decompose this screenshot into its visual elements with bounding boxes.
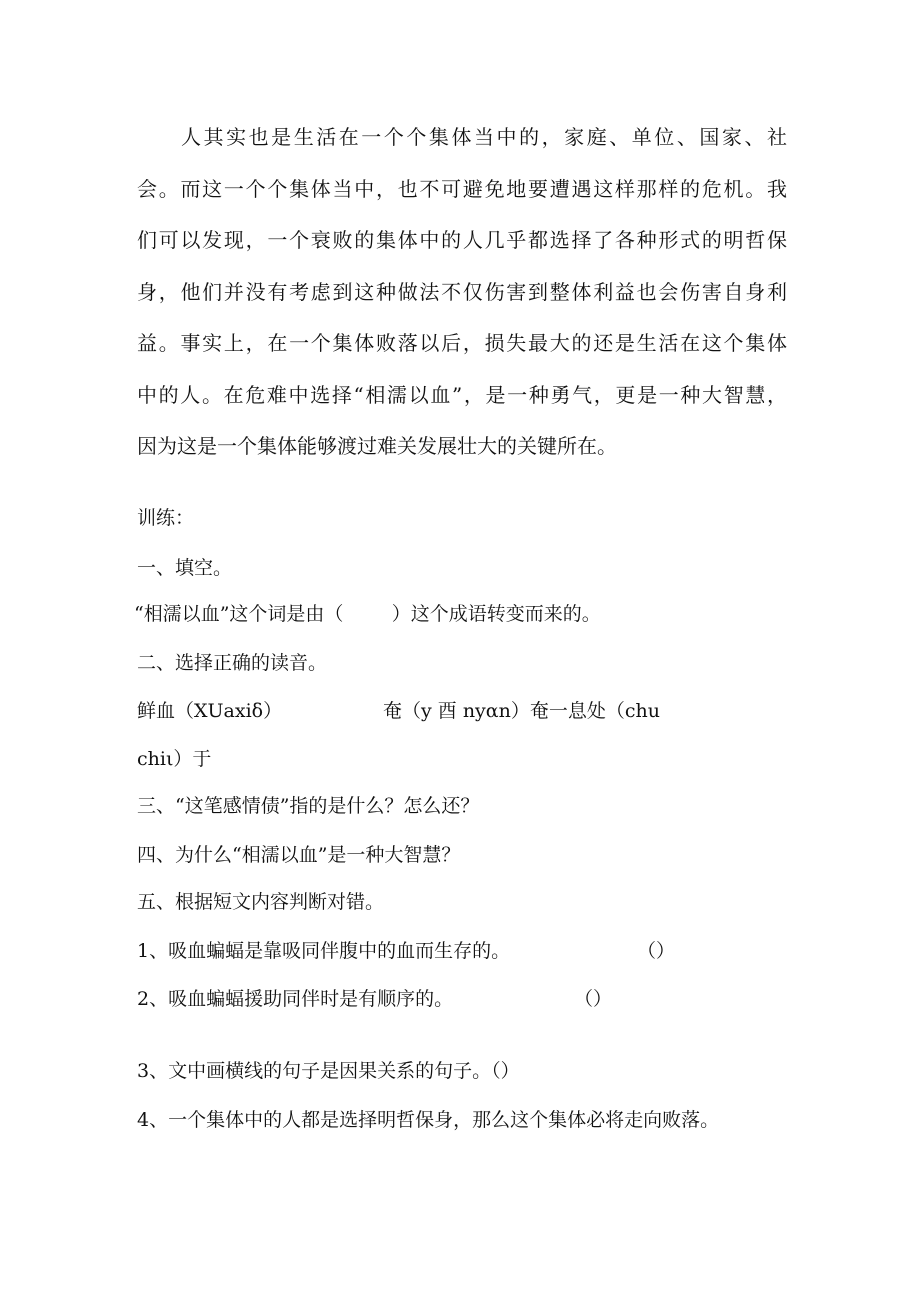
judge-item-4: 4、一个集体中的人都是选择明哲保身，那么这个集体必将走向败落。 <box>137 1109 720 1131</box>
judge-item-2: 2、吸血蝙蝠援助同伴时是有顺序的。 <box>137 988 454 1010</box>
judge-item-1-paren: （） <box>637 940 676 962</box>
question-2-option-b: 奄（y 酉 nyαn）奄一息处（chu <box>383 700 660 722</box>
paragraph-line: 身，他们并没有考虑到这种做法不仅伤害到整体利益也会伤害自身利 <box>137 279 787 304</box>
article-paragraph <box>137 112 787 473</box>
paragraph-line: 会。而这一个个集体当中，也不可避免地要遭遇这样那样的危机。我 <box>137 176 787 201</box>
paragraph-line: 人其实也是生活在一个个集体当中的，家庭、单位、国家、社 <box>181 125 787 149</box>
judge-item-1: 1、吸血蝙蝠是靠吸同伴腹中的血而生存的。 <box>137 940 511 962</box>
question-1-text: “相濡以血”这个词是由（ ）这个成语转变而来的。 <box>134 603 601 625</box>
question-2-option-b-cont: chiι）于 <box>137 748 212 770</box>
judge-item-3: 3、文中画横线的句子是因果关系的句子。（） <box>137 1060 520 1082</box>
paragraph-line: 因为这是一个集体能够渡过难关发展壮大的关键所在。 <box>137 434 617 458</box>
paragraph-line: 益。事实上，在一个集体败落以后，损失最大的还是生活在这个集体 <box>137 331 787 355</box>
paragraph-line: 中的人。在危难中选择“相濡以血”，是一种勇气，更是一种大智慧， <box>137 382 787 407</box>
question-5-title: 五、根据短文内容判断对错。 <box>137 891 385 913</box>
question-4: 四、为什么“相濡以血”是一种大智慧？ <box>137 844 461 866</box>
question-3: 三、“这笔感情债”指的是什么？怎么还？ <box>137 795 480 817</box>
paragraph-line: 们可以发现，一个衰败的集体中的人几乎都选择了各种形式的明哲保 <box>137 228 787 252</box>
question-2-title: 二、选择正确的读音。 <box>137 652 328 674</box>
question-2-option-a: 鲜血（XUaxiδ） <box>137 700 283 722</box>
exercises-heading: 训练： <box>137 507 195 529</box>
question-1-title: 一、填空。 <box>137 557 233 579</box>
judge-item-2-paren: （） <box>574 988 613 1010</box>
